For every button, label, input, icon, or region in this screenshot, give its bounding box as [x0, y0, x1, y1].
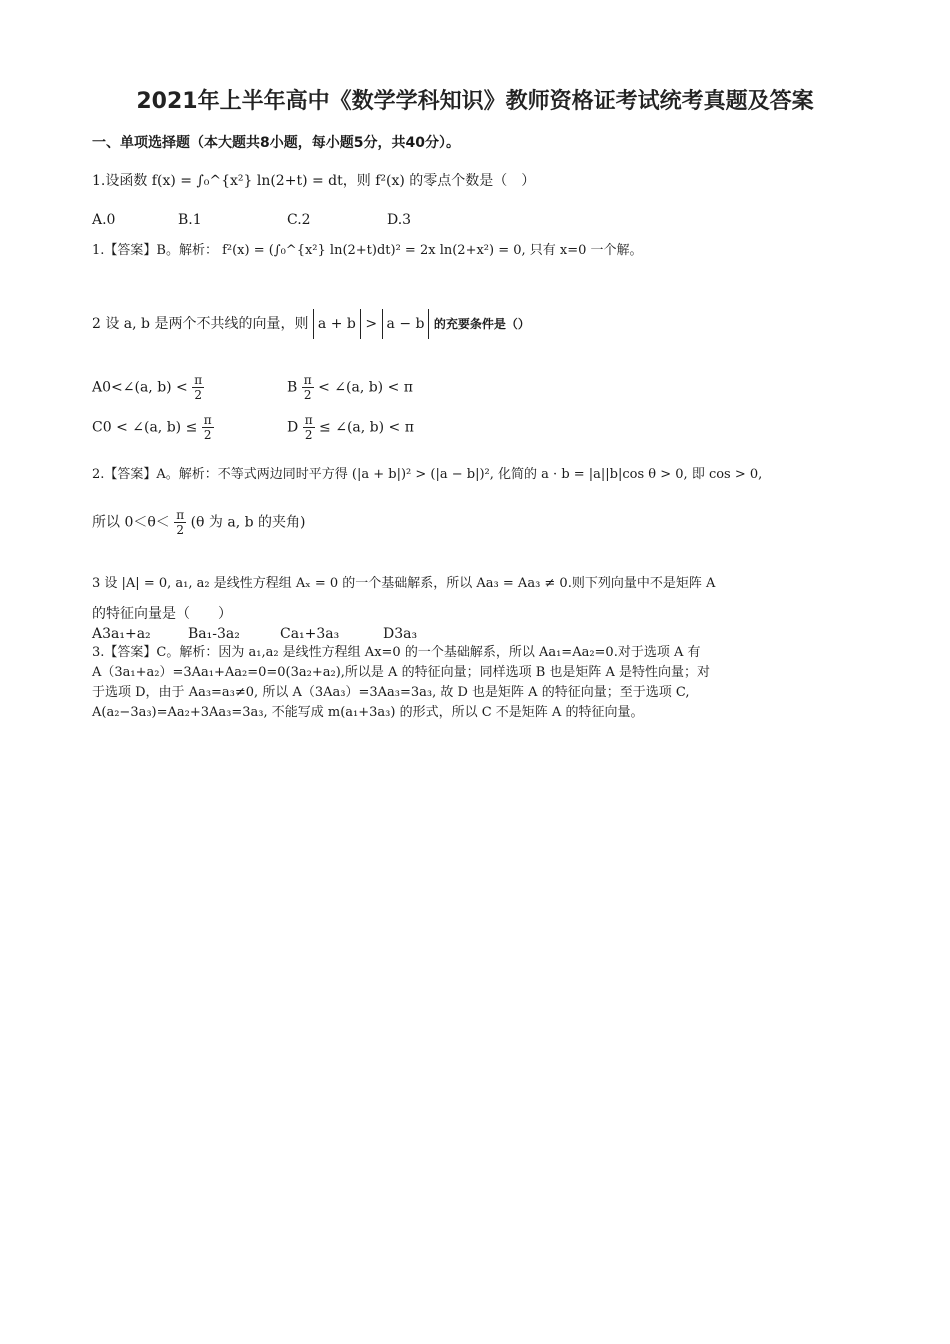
q1-option-a: A.0 — [92, 212, 116, 228]
q2-option-b-label: B — [287, 379, 298, 396]
q3-answer-line2: A（3a₁+a₂）=3Aa₁+Aa₂=0=0(3a₂+a₂),所以是 A 的特征向量；同样选项 B 也是矩阵 A 是特性向量；对 — [92, 665, 711, 680]
pi-over-2 — [302, 373, 314, 402]
q2-option-b-text: < ∠(a, b) < π — [318, 379, 413, 396]
q3-answer-line1: 3.【答案】C。解析：因为 a₁,a₂ 是线性方程组 Ax=0 的一个基础解系，所以 Aa₁=Aa₂=0.对于选项 A 有 — [92, 645, 701, 660]
q1-answer: 1.【答案】B。解析： f²(x) = (∫₀^{x²} ln(2+t)dt)² = 2x ln(2+x²) = 0, 只有 x=0 一个解。 — [92, 243, 643, 258]
frac-num: π — [194, 373, 203, 387]
q3-option-d: D3a₃ — [383, 626, 418, 642]
q3-answer-line3: 于选项 D，由于 Aa₃=a₃≠0, 所以 A（3Aa₃）=3Aa₃=3a₃, 故 D 也是矩阵 A 的特征向量；至于选项 C, — [92, 685, 690, 700]
q2-answer-line1: 2.【答案】A。解析：不等式两边同时平方得 (|a + b|)² > (|a − b|)², 化简的 a · b = |a||b|cos θ > 0, 即 cos > 0, — [92, 467, 763, 482]
q3-stem-line1: 3 设 |A| = 0, a₁, a₂ 是线性方程组 Aₓ = 0 的一个基础解系，所以 Aa₃ = Aa₃ ≠ 0.则下列向量中不是矩阵 A — [92, 576, 716, 591]
q3-stem-line2: 的特征向量是（ ） — [92, 606, 232, 622]
frac-den: 2 — [303, 388, 312, 402]
frac-num: π — [303, 373, 312, 387]
q3-option-c: Ca₁+3a₃ — [280, 626, 340, 642]
q3-option-b: Ba₁-3a₂ — [188, 626, 240, 642]
q2-option-b — [287, 373, 413, 402]
frac-den: 2 — [194, 388, 203, 402]
q3-answer-line4: A(a₂−3a₃)=Aa₂+3Aa₃=3a₃, 不能写成 m(a₁+3a₃) 的形式，所以 C 不是矩阵 A 的特征向量。 — [92, 705, 644, 720]
frac-den: 2 — [176, 523, 185, 537]
q2-option-c — [92, 413, 214, 442]
q1-option-b: B.1 — [178, 212, 202, 228]
q2-abs-diff: a − b — [382, 309, 430, 339]
section-heading: 一、单项选择题（本大题共8小题，每小题5分，共40分）。 — [92, 135, 460, 151]
q2-answer-line2 — [92, 508, 306, 537]
frac-num: π — [203, 413, 212, 427]
q3-option-a: A3a₁+a₂ — [92, 626, 151, 642]
pi-over-2 — [202, 413, 214, 442]
q2-option-d-label: D — [287, 419, 299, 436]
frac-num: π — [304, 413, 313, 427]
pi-over-2 — [303, 413, 315, 442]
q1-stem: 1.设函数 f(x) = ∫₀^{x²} ln(2+t) = dt，则 f²(x) 的零点个数是（ ） — [92, 173, 536, 189]
q2-option-c-text: C0 < ∠(a, b) ≤ — [92, 419, 198, 436]
frac-den: 2 — [203, 428, 212, 442]
q2-option-a — [92, 373, 204, 402]
frac-den: 2 — [304, 428, 313, 442]
q2-answer-line2-pre: 所以 0＜θ＜ — [92, 514, 170, 531]
q2-option-a-text: A0<∠(a, b) < — [92, 379, 188, 396]
q1-option-c: C.2 — [287, 212, 311, 228]
document-title: 2021年上半年高中《数学学科知识》教师资格证考试统考真题及答案 — [136, 89, 814, 114]
q1-option-d: D.3 — [387, 212, 412, 228]
q2-option-d — [287, 413, 414, 442]
pi-over-2 — [174, 508, 186, 537]
q2-stem-post: 的充要条件是（） — [433, 317, 530, 331]
q2-answer-line2-post: (θ 为 a, b 的夹角) — [190, 514, 306, 531]
q2-stem — [92, 309, 530, 339]
q2-option-d-text: ≤ ∠(a, b) < π — [319, 419, 414, 436]
q2-abs-sum: a + b — [313, 309, 361, 339]
pi-over-2 — [192, 373, 204, 402]
q2-stem-pre: 2 设 a, b 是两个不共线的向量，则 — [92, 316, 309, 332]
q2-gt: > — [365, 316, 378, 332]
frac-num: π — [176, 508, 185, 522]
